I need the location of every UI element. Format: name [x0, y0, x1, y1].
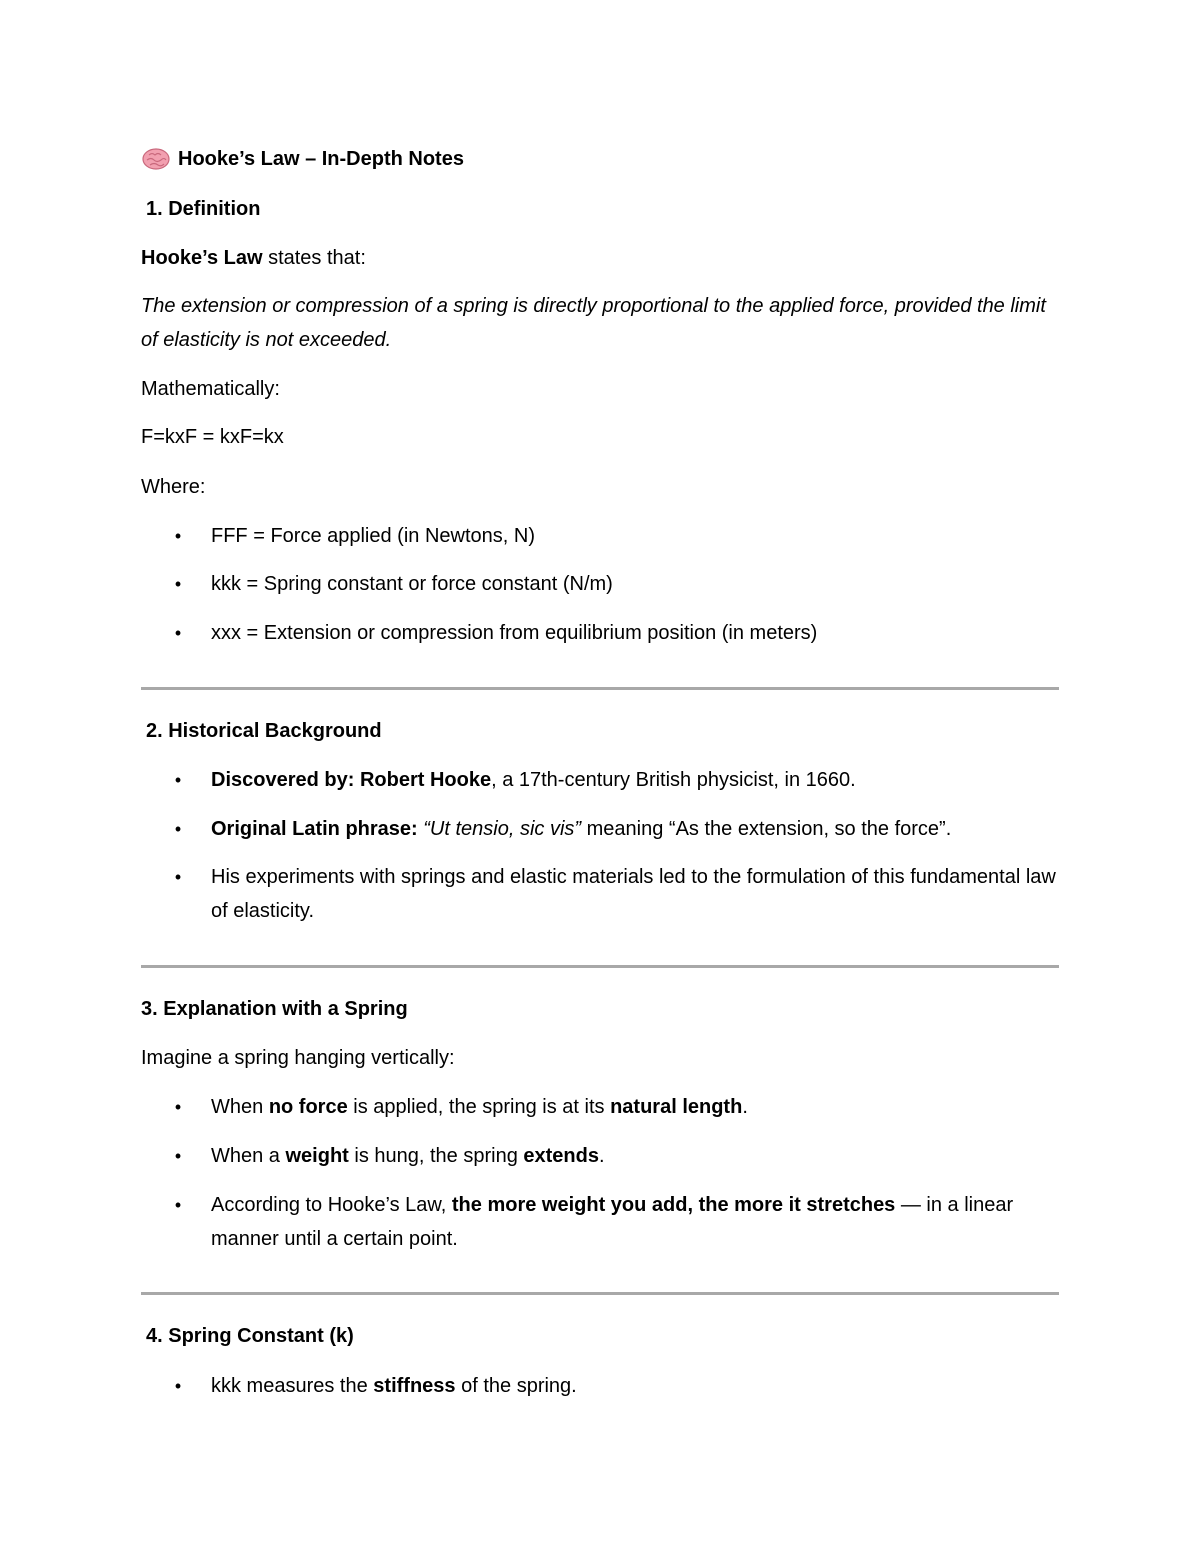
bullet-icon: • — [174, 867, 182, 887]
bullet-icon: • — [174, 1195, 182, 1215]
definition-intro-rest: states that: — [262, 247, 366, 269]
where-label: Where: — [141, 476, 206, 498]
list-item: • FFF = Force applied (in Newtons, N) — [211, 519, 1061, 553]
bullet-icon: • — [174, 1097, 182, 1117]
definition-quote: The extension or compression of a spring is directly proportional to the applied force, provided the limit of elasticity is not exceeded. — [141, 295, 1046, 351]
list-item: • kkk = Spring constant or force constant (N/m) — [211, 567, 1061, 601]
section-heading-definition: 1. Definition — [146, 198, 261, 220]
bullet-icon: • — [174, 1146, 182, 1166]
list-item: • When no force is applied, the spring is at its natural length. — [211, 1090, 1061, 1124]
bullet-icon: • — [174, 1376, 182, 1396]
list-item: • His experiments with springs and elastic materials led to the formulation of this fundamental law of elasticity. — [211, 860, 1061, 928]
horizontal-rule — [141, 1292, 1059, 1295]
list-item: • Discovered by: Robert Hooke, a 17th-century British physicist, in 1660. — [211, 763, 1061, 797]
bullet-icon: • — [174, 574, 182, 594]
horizontal-rule — [141, 687, 1059, 690]
title-text: Hooke’s Law – In-Depth Notes — [178, 148, 464, 170]
formula: F=kxF = kxF=kx — [141, 426, 284, 448]
bullet-icon: • — [174, 770, 182, 790]
definition-intro-bold: Hooke’s Law — [141, 247, 263, 269]
math-label: Mathematically: — [141, 378, 280, 400]
brain-icon — [141, 147, 171, 171]
list-item: • xxx = Extension or compression from equilibrium position (in meters) — [211, 616, 1061, 650]
document-title — [141, 142, 464, 176]
section-heading-spring-constant: 4. Spring Constant (k) — [146, 1325, 354, 1347]
list-item: • Original Latin phrase: “Ut tensio, sic vis” meaning “As the extension, so the force”. — [211, 812, 1061, 846]
definition-intro — [141, 241, 366, 275]
explanation-intro: Imagine a spring hanging vertically: — [141, 1047, 455, 1069]
bullet-icon: • — [174, 623, 182, 643]
bullet-icon: • — [174, 819, 182, 839]
list-item: • kkk measures the stiffness of the spring. — [211, 1369, 1061, 1403]
section-heading-history: 2. Historical Background — [146, 720, 382, 742]
horizontal-rule — [141, 965, 1059, 968]
section-heading-explanation: 3. Explanation with a Spring — [141, 998, 408, 1020]
bullet-icon: • — [174, 526, 182, 546]
list-item: • According to Hooke’s Law, the more weight you add, the more it stretches — in a linear manner until a certain point. — [211, 1188, 1061, 1256]
list-item: • When a weight is hung, the spring extends. — [211, 1139, 1061, 1173]
